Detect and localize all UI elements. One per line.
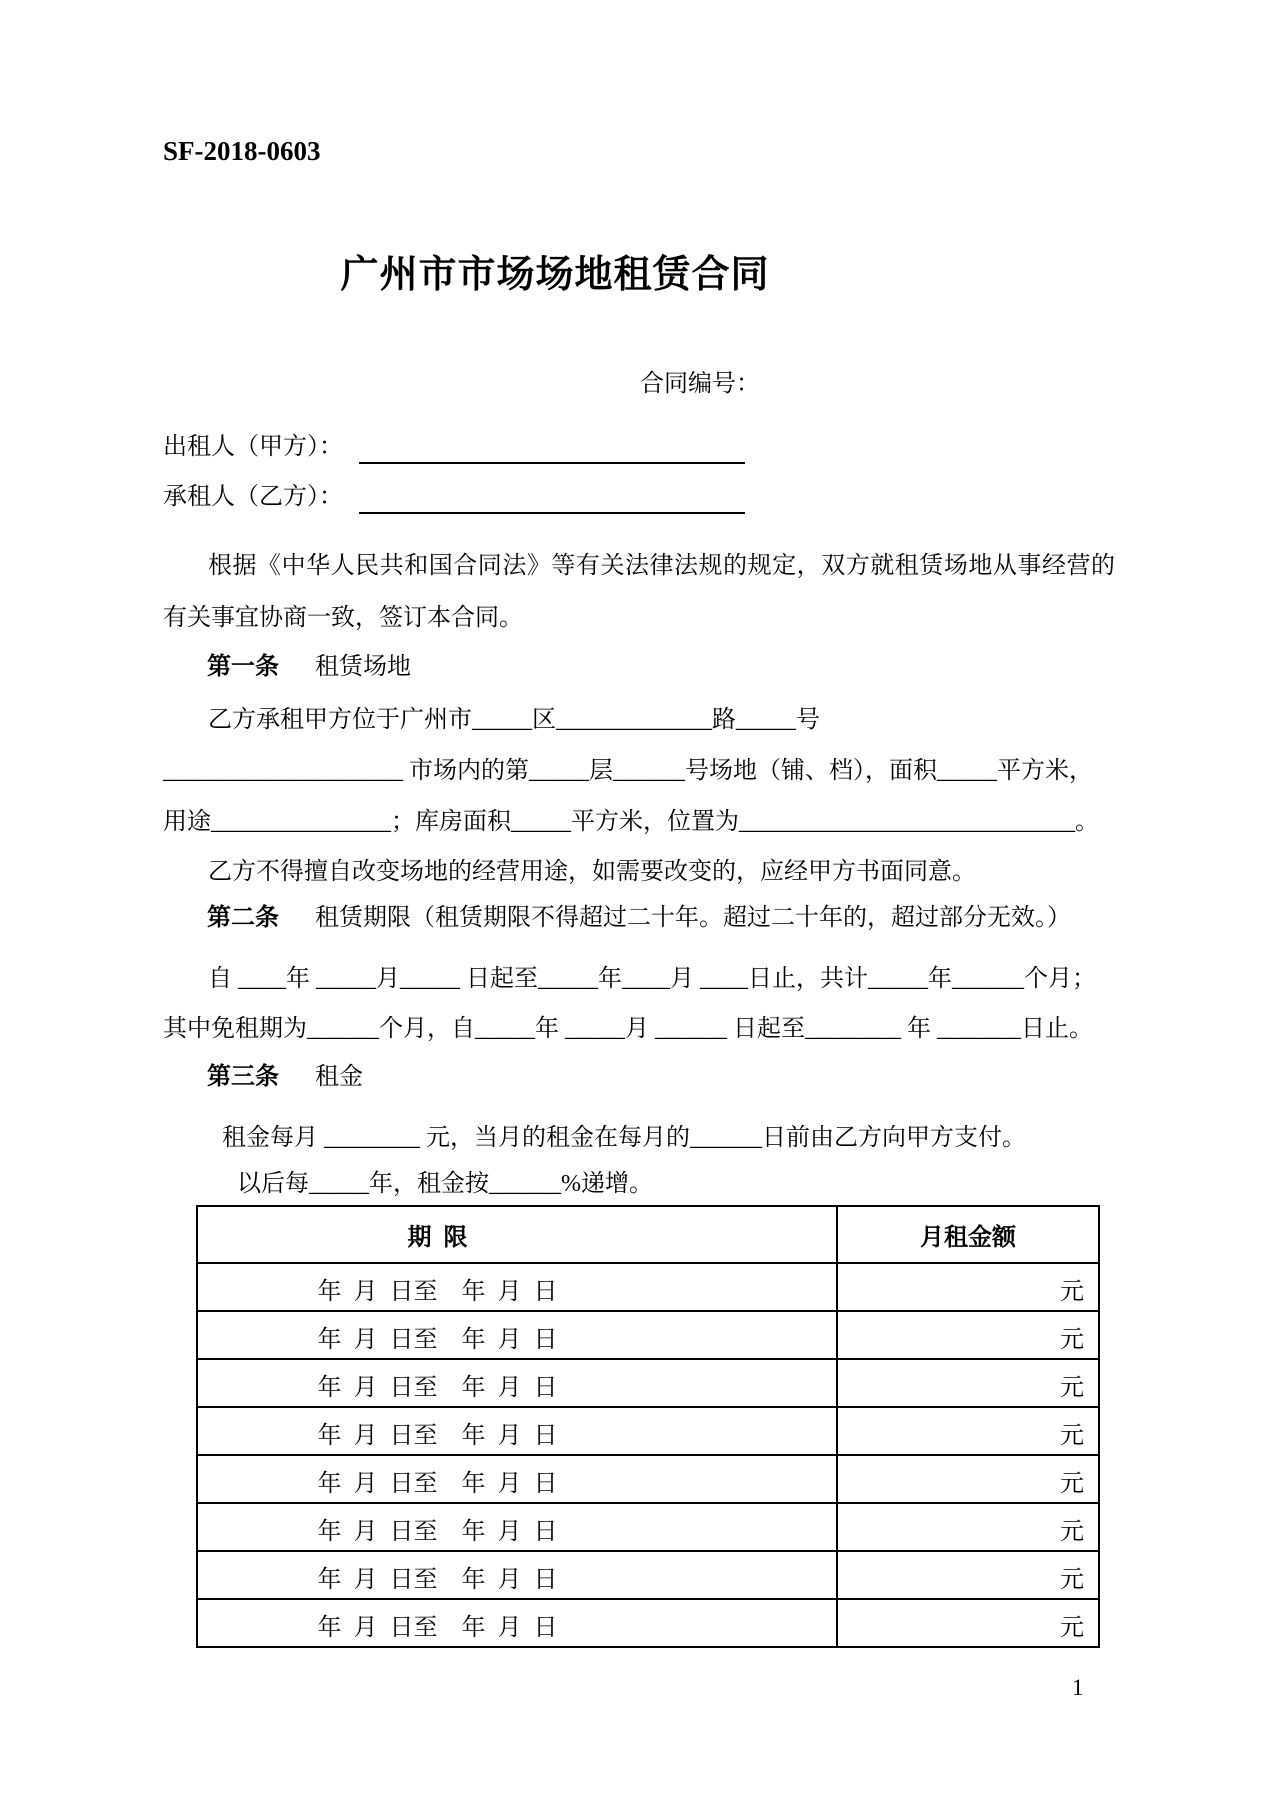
amount-cell: 元 xyxy=(837,1551,1099,1599)
period-cell: 年 月 日至 年 月 日 xyxy=(197,1263,837,1311)
amount-cell: 元 xyxy=(837,1311,1099,1359)
amount-cell: 元 xyxy=(837,1599,1099,1647)
article-2-number: 第二条 xyxy=(207,905,279,931)
period-cell: 年 月 日至 年 月 日 xyxy=(197,1455,837,1503)
doc-code: SF-2018-0603 xyxy=(163,136,321,166)
rent-table-header-row xyxy=(197,1206,1099,1263)
rent-table-row xyxy=(197,1503,1099,1551)
amount-cell: 元 xyxy=(837,1503,1099,1551)
rent-table-row xyxy=(197,1407,1099,1455)
article-2-title: 租赁期限（租赁期限不得超过二十年。超过二十年的，超过部分无效。） xyxy=(315,905,1071,931)
intro-paragraph: 根据《中华人民共和国合同法》等有关法律法规的规定，双方就租赁场地从事经营的有关事宜协商一致，签订本合同。 xyxy=(163,553,1115,631)
period-cell: 年 月 日至 年 月 日 xyxy=(197,1599,837,1647)
clause-monthly-rent-line: 租金每月 ________ 元，当月的租金在每月的______日前由乙方向甲方支付。 xyxy=(222,1125,1026,1151)
clause-rent-increase-line: 以后每_____年，租金按______%递增。 xyxy=(237,1171,653,1197)
lessor-row xyxy=(163,416,1280,464)
lessor-label: 出租人（甲方）： xyxy=(163,434,343,460)
article-3-heading xyxy=(163,1059,1115,1095)
clause-no-change-of-use-line: 乙方不得擅自改变场地的经营用途，如需要改变的，应经甲方书面同意。 xyxy=(208,859,976,885)
amount-cell: 元 xyxy=(837,1455,1099,1503)
rent-table-row xyxy=(197,1311,1099,1359)
page-number: 1 xyxy=(1072,1675,1084,1700)
article-3-title: 租金 xyxy=(315,1064,363,1090)
amount-cell: 元 xyxy=(837,1263,1099,1311)
contract-no-label: 合同编号： xyxy=(640,371,760,397)
article-3-number: 第三条 xyxy=(207,1064,279,1090)
rent-table-row xyxy=(197,1551,1099,1599)
period-cell: 年 月 日至 年 月 日 xyxy=(197,1407,837,1455)
lessor-fill-blank xyxy=(359,428,745,464)
period-cell: 年 月 日至 年 月 日 xyxy=(197,1311,837,1359)
article-2-heading xyxy=(163,900,1115,936)
page-title: 广州市市场场地租赁合同 xyxy=(340,254,770,296)
period-cell: 年 月 日至 年 月 日 xyxy=(197,1551,837,1599)
rent-table-row xyxy=(197,1455,1099,1503)
rent-table-row xyxy=(197,1263,1099,1311)
period-column-header: 期 限 xyxy=(197,1206,837,1263)
clause-rent-free-period-line: 其中免租期为______个月，自_____年 _____月 ______ 日起至________ 年 _______日止。 xyxy=(163,1016,1093,1042)
period-cell: 年 月 日至 年 月 日 xyxy=(197,1359,837,1407)
lessee-fill-blank xyxy=(359,478,745,514)
clause-market-stall-line: ____________________ 市场内的第_____层______号场地（铺、档），面积_____平方米， xyxy=(163,758,1093,784)
amount-cell: 元 xyxy=(837,1407,1099,1455)
rent-table-row xyxy=(197,1359,1099,1407)
lessee-label: 承租人（乙方）： xyxy=(163,484,343,510)
clause-usage-warehouse-line: 用途_______________；库房面积_____平方米，位置为____________________________。 xyxy=(163,809,1099,835)
rent-schedule-table xyxy=(196,1205,1100,1648)
amount-column-header: 月租金额 xyxy=(837,1206,1099,1263)
article-1-title: 租赁场地 xyxy=(315,654,411,680)
article-1-heading xyxy=(163,649,1115,685)
lessee-row xyxy=(163,466,1280,514)
clause-lease-term-line: 自 ____年 _____月_____ 日起至_____年____月 ____日止，共计_____年______个月； xyxy=(208,966,1096,992)
amount-cell: 元 xyxy=(837,1359,1099,1407)
article-1-number: 第一条 xyxy=(207,654,279,680)
rent-table-row xyxy=(197,1599,1099,1647)
clause-site-location-line: 乙方承租甲方位于广州市_____区_____________路_____号 xyxy=(208,707,820,733)
period-cell: 年 月 日至 年 月 日 xyxy=(197,1503,837,1551)
